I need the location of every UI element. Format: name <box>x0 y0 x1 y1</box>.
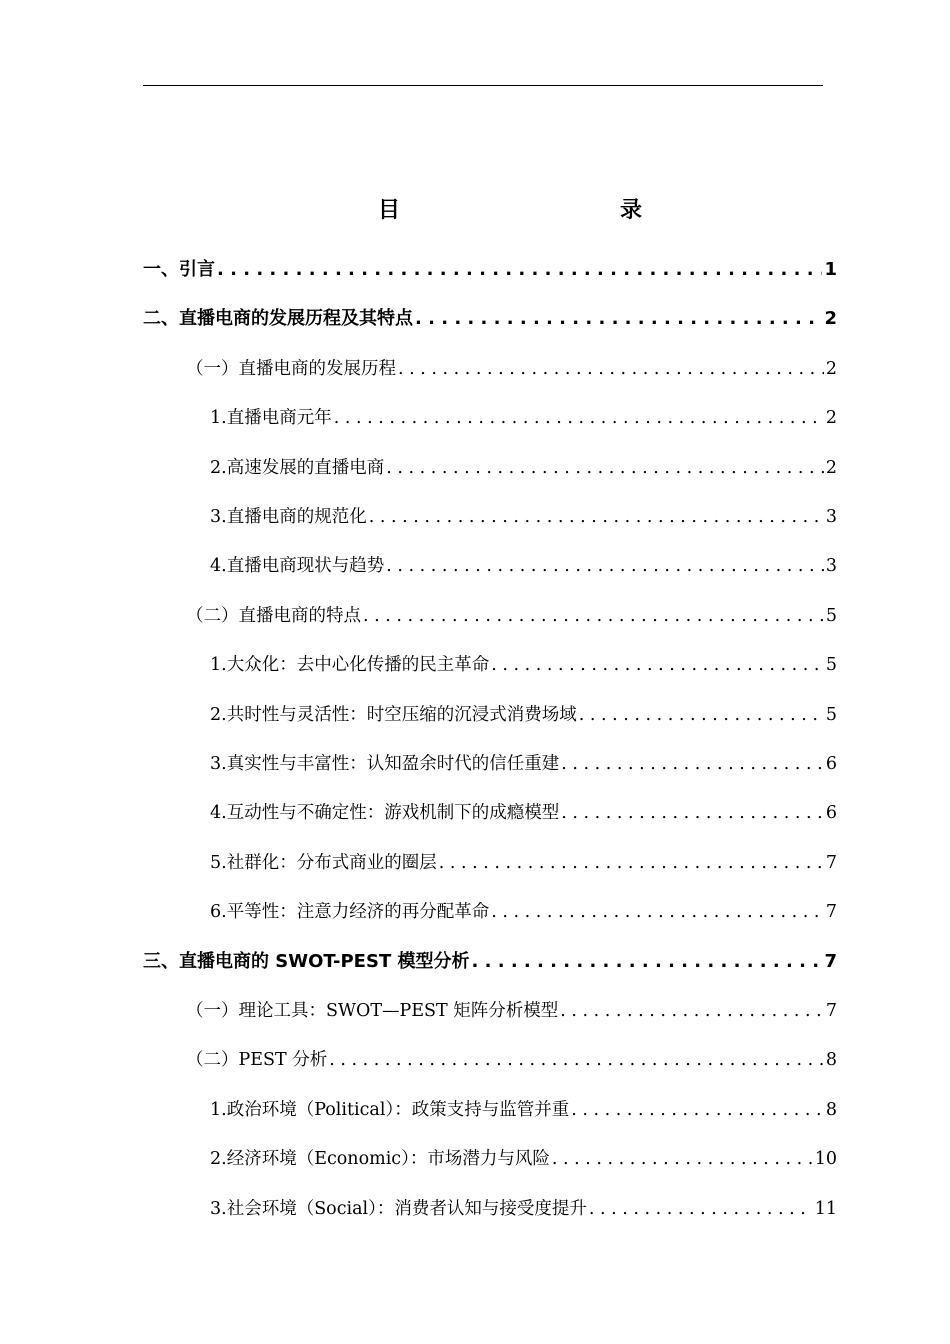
toc-entry[interactable] <box>210 898 837 926</box>
toc-page-number: 7 <box>824 951 837 972</box>
toc-entry[interactable] <box>210 1195 837 1223</box>
toc-entry[interactable] <box>143 948 837 976</box>
toc-title-char-2: 录 <box>620 198 643 223</box>
toc-entry-text: （一）理论工具：SWOT—PEST 矩阵分析模型 <box>186 1001 559 1021</box>
toc-entry-text: 3.真实性与丰富性：认知盈余时代的信任重建 <box>210 754 560 774</box>
toc-page-number: 11 <box>814 1199 837 1219</box>
toc-title <box>0 196 950 226</box>
dot-leader <box>561 799 824 827</box>
toc-entry-text: 1.直播电商元年 <box>210 408 332 428</box>
dot-leader <box>415 305 822 333</box>
toc-entry[interactable] <box>143 305 837 333</box>
toc-page-number: 7 <box>825 1001 837 1021</box>
dot-leader <box>560 997 824 1025</box>
toc-entry[interactable] <box>210 1145 837 1173</box>
dot-leader <box>329 1046 824 1074</box>
toc-page-number: 10 <box>814 1149 837 1169</box>
toc-page-number: 2 <box>825 359 837 379</box>
toc-entry-text: （二）PEST 分析 <box>186 1050 328 1070</box>
dot-leader <box>561 750 824 778</box>
toc-entry[interactable] <box>210 849 837 877</box>
toc-entry-text: 1.大众化：去中心化传播的民主革命 <box>210 655 490 675</box>
toc-entry[interactable] <box>210 404 837 432</box>
toc-entry[interactable] <box>143 256 837 284</box>
dot-leader <box>398 355 824 383</box>
toc-page-number: 8 <box>825 1100 837 1120</box>
toc-entry[interactable] <box>210 454 837 482</box>
toc-page-number: 5 <box>825 606 837 626</box>
dot-leader <box>571 1096 824 1124</box>
toc-title-char-1: 目 <box>378 198 401 223</box>
toc-entry[interactable] <box>210 750 837 778</box>
toc-entry-text: 1.政治环境（Political）：政策支持与监管并重 <box>210 1100 570 1120</box>
dot-leader <box>472 948 823 976</box>
dot-leader <box>386 454 824 482</box>
dot-leader <box>334 404 824 432</box>
toc-page-number: 2 <box>825 408 837 428</box>
dot-leader <box>386 552 824 580</box>
dot-leader <box>579 701 824 729</box>
toc-page-number: 2 <box>825 458 837 478</box>
toc-entry-text: （一）直播电商的发展历程 <box>186 359 396 379</box>
toc-entry-text: 三、直播电商的 SWOT-PEST 模型分析 <box>143 951 470 972</box>
toc-page-number: 6 <box>825 754 837 774</box>
toc-page-number: 7 <box>825 853 837 873</box>
toc-entry[interactable] <box>186 997 837 1025</box>
toc-entry[interactable] <box>210 552 837 580</box>
header-rule <box>143 85 823 86</box>
toc-page-number: 1 <box>824 259 837 280</box>
toc-page-number: 7 <box>825 902 837 922</box>
toc-entry-text: 4.直播电商现状与趋势 <box>210 556 385 576</box>
toc-entry-text: 一、引言 <box>143 259 215 280</box>
toc-entry-text: 5.社群化：分布式商业的圈层 <box>210 853 437 873</box>
toc-entry[interactable] <box>210 701 837 729</box>
toc-page-number: 3 <box>825 507 837 527</box>
toc-entry[interactable] <box>210 1096 837 1124</box>
dot-leader <box>552 1145 813 1173</box>
toc-entry-text: 二、直播电商的发展历程及其特点 <box>143 308 413 329</box>
toc-entry-text: 3.社会环境（Social）：消费者认知与接受度提升 <box>210 1199 587 1219</box>
dot-leader <box>363 602 824 630</box>
toc-entry[interactable] <box>186 1046 837 1074</box>
toc-entry-text: （二）直播电商的特点 <box>186 606 361 626</box>
toc-page-number: 3 <box>825 556 837 576</box>
toc-page-number: 5 <box>825 705 837 725</box>
toc-entry-text: 2.高速发展的直播电商 <box>210 458 385 478</box>
dot-leader <box>491 898 824 926</box>
dot-leader <box>439 849 824 877</box>
toc-entry[interactable] <box>210 503 837 531</box>
dot-leader <box>369 503 824 531</box>
dot-leader <box>217 256 822 284</box>
dot-leader <box>589 1195 813 1223</box>
toc-page-number: 2 <box>824 308 837 329</box>
toc-page-number: 8 <box>825 1050 837 1070</box>
toc-page-number: 5 <box>825 655 837 675</box>
toc-entry[interactable] <box>186 355 837 383</box>
toc-entry[interactable] <box>210 651 837 679</box>
dot-leader <box>491 651 824 679</box>
toc-entry-text: 2.经济环境（Economic）：市场潜力与风险 <box>210 1149 550 1169</box>
toc-entry-text: 2.共时性与灵活性：时空压缩的沉浸式消费场域 <box>210 705 577 725</box>
toc-entry[interactable] <box>186 602 837 630</box>
toc-page-number: 6 <box>825 803 837 823</box>
toc-entry-text: 6.平等性：注意力经济的再分配革命 <box>210 902 490 922</box>
toc-entry-text: 4.互动性与不确定性：游戏机制下的成瘾模型 <box>210 803 560 823</box>
toc-entry[interactable] <box>210 799 837 827</box>
toc-entry-text: 3.直播电商的规范化 <box>210 507 367 527</box>
